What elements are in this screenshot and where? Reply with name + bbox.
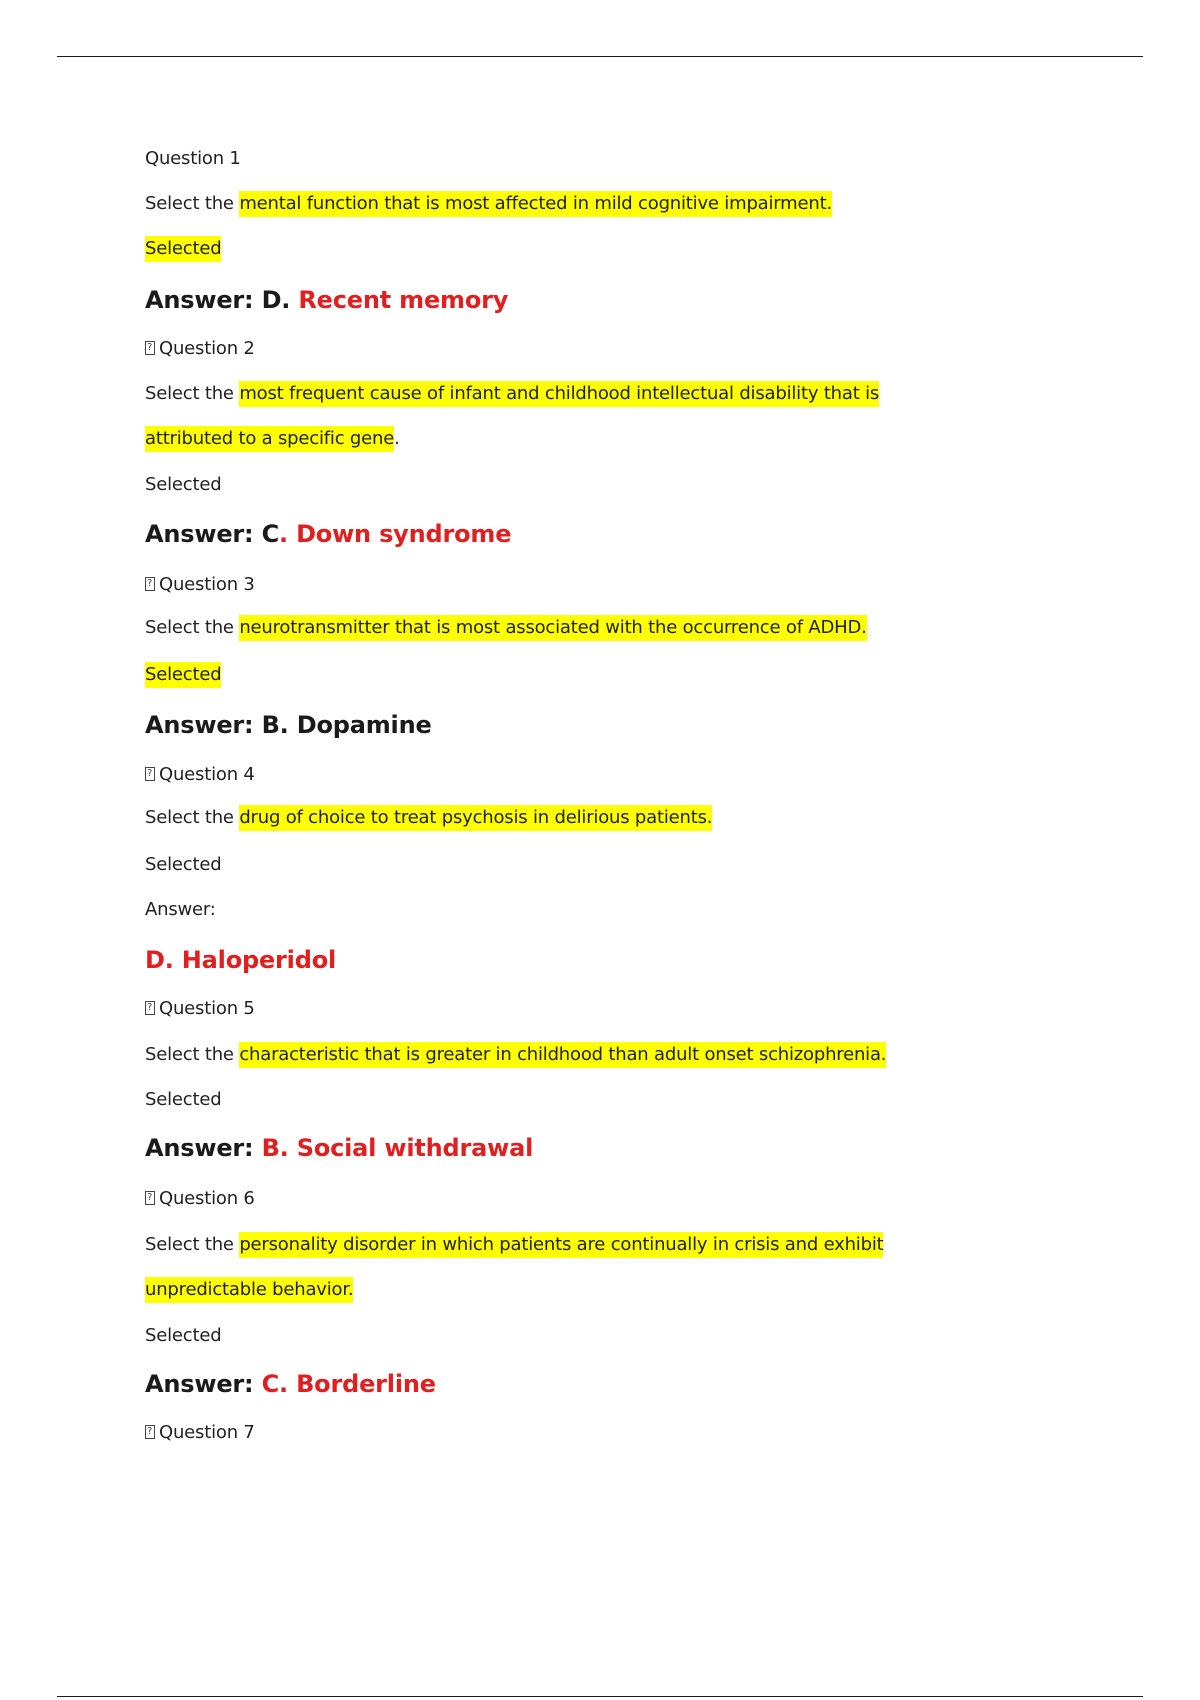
question-4-header: ?Question 4 — [145, 766, 255, 784]
missing-glyph-box-icon — [145, 577, 155, 591]
question-1-prompt: Select the mental function that is most affected in mild cognitive impairment. — [145, 195, 832, 213]
question-4-prompt: Select the drug of choice to treat psychosis in delirious patients. — [145, 809, 712, 827]
question-3-header: ?Question 3 — [145, 576, 255, 594]
question-4-answer-value: D. Haloperidol — [145, 946, 337, 974]
question-6-prompt-line2 — [145, 1281, 353, 1299]
bottom-rule — [57, 1696, 1143, 1697]
question-1-selected — [145, 240, 221, 258]
question-6-selected: Selected — [145, 1325, 222, 1346]
top-rule — [57, 56, 1143, 57]
missing-glyph-box-icon — [145, 1425, 155, 1439]
question-6-prompt-line1: Select the personality disorder in which patients are continually in crisis and exhibit — [145, 1236, 883, 1254]
highlighted-text: Selected — [145, 662, 221, 688]
highlighted-text: mental function that is most affected in mild cognitive impairment. — [239, 191, 832, 217]
highlighted-text: unpredictable behavior. — [145, 1277, 353, 1303]
answer-value: Recent memory — [298, 286, 509, 314]
question-5-answer: Answer: B. Social withdrawal — [145, 1134, 534, 1162]
answer-value: B. Social withdrawal — [261, 1134, 534, 1162]
highlighted-text: Selected — [145, 236, 221, 262]
missing-glyph-box-icon — [145, 341, 155, 355]
question-2-selected: Selected — [145, 474, 222, 495]
highlighted-text: personality disorder in which patients are continually in crisis and exhibit — [239, 1232, 883, 1258]
question-7-header: ?Question 7 — [145, 1424, 255, 1442]
question-6-answer: Answer: C. Borderline — [145, 1370, 436, 1398]
missing-glyph-box-icon — [145, 1001, 155, 1015]
question-2-answer: Answer: C. Down syndrome — [145, 520, 512, 548]
question-5-selected: Selected — [145, 1089, 222, 1110]
question-4-selected: Selected — [145, 854, 222, 875]
answer-value: . Down syndrome — [279, 520, 512, 548]
question-2-prompt-line2: attributed to a specific gene. — [145, 430, 400, 448]
question-4-answer-label: Answer: — [145, 899, 216, 920]
question-3-answer: Answer: B. Dopamine — [145, 711, 432, 739]
missing-glyph-box-icon — [145, 1191, 155, 1205]
highlighted-text: neurotransmitter that is most associated with the occurrence of ADHD. — [239, 615, 866, 641]
question-2-header: ?Question 2 — [145, 340, 255, 358]
question-6-header: ?Question 6 — [145, 1190, 255, 1208]
highlighted-text: attributed to a specific gene — [145, 426, 394, 452]
highlighted-text: characteristic that is greater in childhood than adult onset schizophrenia. — [239, 1042, 886, 1068]
answer-value: C. Borderline — [261, 1370, 436, 1398]
highlighted-text: most frequent cause of infant and childhood intellectual disability that is — [239, 381, 879, 407]
question-3-selected — [145, 666, 221, 684]
missing-glyph-box-icon — [145, 767, 155, 781]
question-5-prompt: Select the characteristic that is greater in childhood than adult onset schizophrenia. — [145, 1046, 886, 1064]
question-1-header: Question 1 — [145, 148, 241, 169]
question-2-prompt-line1: Select the most frequent cause of infant and childhood intellectual disability that is — [145, 385, 879, 403]
question-3-prompt: Select the neurotransmitter that is most associated with the occurrence of ADHD. — [145, 619, 867, 637]
question-1-answer: Answer: D. Recent memory — [145, 286, 509, 314]
question-5-header: ?Question 5 — [145, 1000, 255, 1018]
highlighted-text: drug of choice to treat psychosis in delirious patients. — [239, 805, 712, 831]
